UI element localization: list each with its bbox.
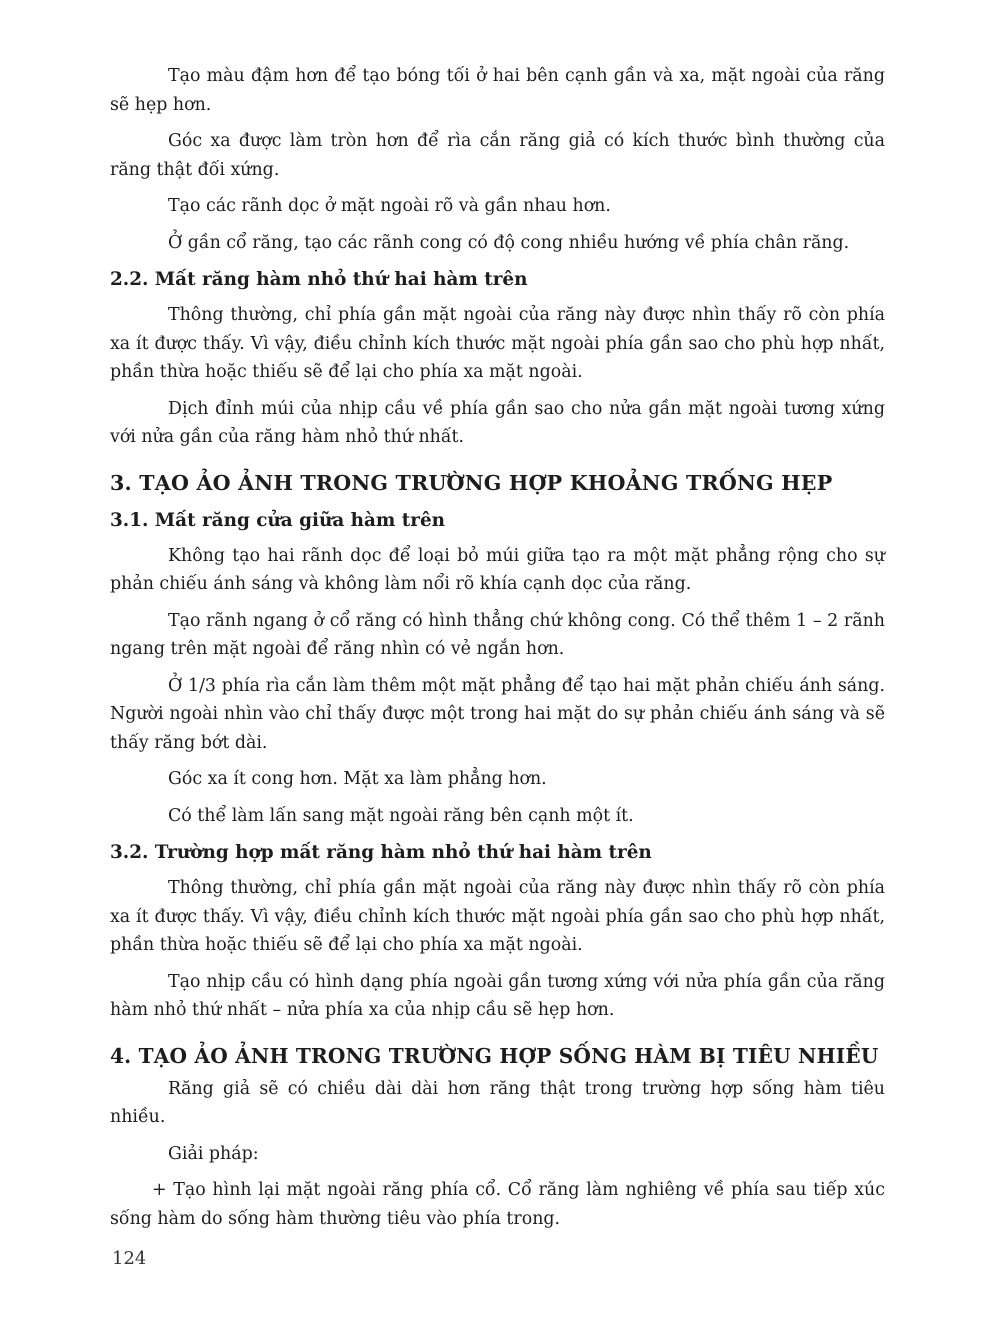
- paragraph: Tạo nhịp cầu có hình dạng phía ngoài gần tương xứng với nửa phía gần của răng hàm nhỏ thứ nhất – nửa phía xa của nhịp cầu sẽ hẹp hơn.: [110, 971, 885, 1020]
- paragraph: Thông thường, chỉ phía gần mặt ngoài của răng này được nhìn thấy rõ còn phía xa ít được thấy. Vì vậy, điều chỉnh kích thước mặt ngoài phía gần sao cho phù hợp nhất, phần thừa hoặc thiếu sẽ để lại cho phía xa mặt ngoài.: [110, 878, 885, 955]
- paragraph: Góc xa ít cong hơn. Mặt xa làm phẳng hơn.: [168, 769, 547, 789]
- paragraph: Dịch đỉnh múi của nhịp cầu về phía gần sao cho nửa gần mặt ngoài tương xứng với nửa gần của răng hàm nhỏ thứ nhất.: [110, 398, 885, 447]
- section-heading: 4. TẠO ẢO ẢNH TRONG TRƯỜNG HỢP SỐNG HÀM BỊ TIÊU NHIỀU: [110, 1043, 879, 1068]
- subsection-heading: 3.2. Trường hợp mất răng hàm nhỏ thứ hai hàm trên: [110, 842, 652, 863]
- section-heading: 3. TẠO ẢO ẢNH TRONG TRƯỜNG HỢP KHOẢNG TRỐNG HẸP: [110, 470, 833, 495]
- subsection-heading: 3.1. Mất răng cửa giữa hàm trên: [110, 509, 446, 531]
- paragraph: Tạo màu đậm hơn để tạo bóng tối ở hai bên cạnh gần và xa, mặt ngoài của răng sẽ hẹp hơn.: [110, 66, 885, 115]
- page-number: 124: [112, 1248, 147, 1269]
- bullet-paragraph: + Tạo hình lại mặt ngoài răng phía cổ. Cổ răng làm nghiêng về phía sau tiếp xúc sống hàm do sống hàm thường tiêu vào phía trong.: [110, 1180, 885, 1229]
- paragraph: Ở 1/3 phía rìa cắn làm thêm một mặt phẳng để tạo hai mặt phản chiếu ánh sáng. Người ngoài nhìn vào chỉ thấy được một trong hai mặt do sự phản chiếu ánh sáng và sẽ thấy răng bớt dài.: [110, 675, 885, 753]
- paragraph: Giải pháp:: [168, 1143, 259, 1164]
- paragraph: Ở gần cổ răng, tạo các rãnh cong có độ cong nhiều hướng về phía chân răng.: [168, 232, 850, 253]
- paragraph: Tạo các rãnh dọc ở mặt ngoài rõ và gần nhau hơn.: [168, 196, 611, 216]
- paragraph: Góc xa được làm tròn hơn để rìa cắn răng giả có kích thước bình thường của răng thật đối xứng.: [110, 131, 885, 180]
- paragraph: Răng giả sẽ có chiều dài dài hơn răng thật trong trường hợp sống hàm tiêu nhiều.: [110, 1078, 885, 1127]
- paragraph: Có thể làm lấn sang mặt ngoài răng bên cạnh một ít.: [168, 805, 634, 826]
- subsection-heading: 2.2. Mất răng hàm nhỏ thứ hai hàm trên: [110, 269, 528, 290]
- paragraph: Thông thường, chỉ phía gần mặt ngoài của răng này được nhìn thấy rõ còn phía xa ít được thấy. Vì vậy, điều chỉnh kích thước mặt ngoài phía gần sao cho phù hợp nhất, phần thừa hoặc thiếu sẽ để lại cho phía xa mặt ngoài.: [110, 305, 885, 382]
- paragraph: Tạo rãnh ngang ở cổ răng có hình thẳng chứ không cong. Có thể thêm 1 – 2 rãnh ngang trên mặt ngoài để răng nhìn có vẻ ngắn hơn.: [110, 610, 885, 659]
- paragraph: Không tạo hai rãnh dọc để loại bỏ múi giữa tạo ra một mặt phẳng rộng cho sự phản chiếu ánh sáng và không làm nổi rõ khía cạnh dọc của răng.: [110, 545, 885, 594]
- document-page: [110, 62, 885, 1241]
